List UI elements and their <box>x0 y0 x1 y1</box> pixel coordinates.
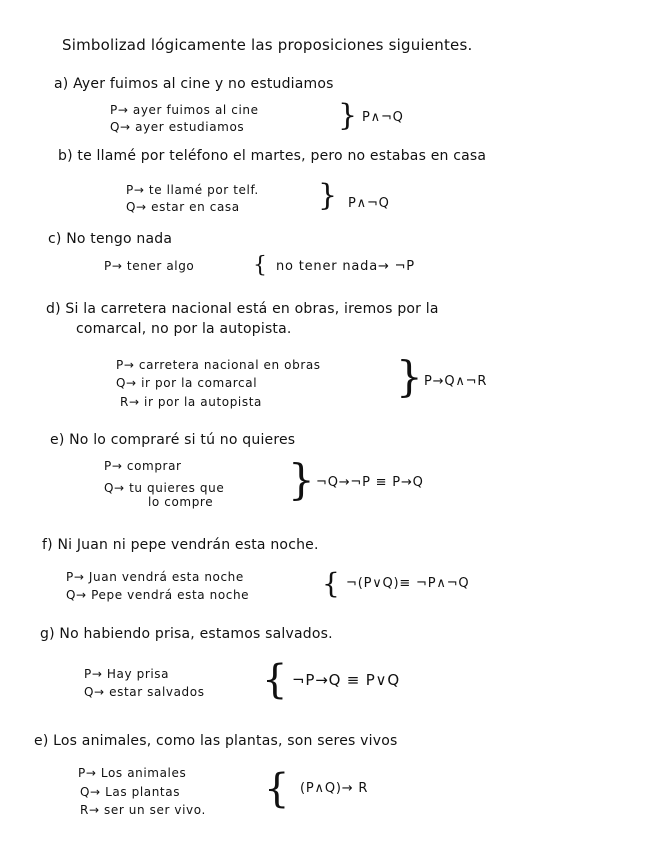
question-d-line1: d) Si la carretera nacional está en obras, iremos por la <box>46 301 439 317</box>
definition-b-p: P→ te llamé por telf. <box>126 183 259 197</box>
definition-h-q: Q→ Las plantas <box>80 785 181 799</box>
result-a: P∧¬Q <box>362 110 404 125</box>
definition-e-p: P→ comprar <box>104 459 182 473</box>
definition-b-q: Q→ estar en casa <box>126 200 240 214</box>
question-h: e) Los animales, como las plantas, son seres vivos <box>34 733 398 749</box>
result-e: ¬Q→¬P ≡ P→Q <box>316 475 424 490</box>
question-c: c) No tengo nada <box>48 231 173 247</box>
brace: { <box>322 567 340 600</box>
question-d-line2: comarcal, no por la autopista. <box>76 321 292 337</box>
result-b: P∧¬Q <box>348 196 390 211</box>
definition-a-p: P→ ayer fuimos al cine <box>110 103 259 117</box>
brace: } <box>338 98 358 133</box>
brace: { <box>253 253 267 278</box>
brace: } <box>396 352 423 401</box>
definition-g-q: Q→ estar salvados <box>84 685 205 699</box>
definition-c-p: P→ tener algo <box>104 259 195 273</box>
definition-f-p: P→ Juan vendrá esta noche <box>66 570 244 584</box>
definition-a-q: Q→ ayer estudiamos <box>110 120 245 134</box>
question-a: a) Ayer fuimos al cine y no estudiamos <box>54 76 334 92</box>
definition-d-r: R→ ir por la autopista <box>120 395 262 409</box>
brace: { <box>264 766 290 812</box>
result-c: no tener nada→ ¬P <box>276 259 415 274</box>
definition-d-p: P→ carretera nacional en obras <box>116 358 321 372</box>
definition-e-q-cont: lo compre <box>148 495 214 509</box>
result-h: (P∧Q)→ R <box>300 781 369 796</box>
definition-g-p: P→ Hay prisa <box>84 667 170 681</box>
page-title: Simbolizad lógicamente las proposiciones siguientes. <box>62 36 473 54</box>
question-f: f) Ni Juan ni pepe vendrán esta noche. <box>42 537 319 553</box>
result-g: ¬P→Q ≡ P∨Q <box>292 671 400 689</box>
question-b: b) te llamé por teléfono el martes, pero no estabas en casa <box>58 148 487 164</box>
definition-h-p: P→ Los animales <box>78 766 187 780</box>
question-g: g) No habiendo prisa, estamos salvados. <box>40 626 333 642</box>
result-d: P→Q∧¬R <box>424 374 488 389</box>
definition-d-q: Q→ ir por la comarcal <box>116 376 258 390</box>
result-f: ¬(P∨Q)≡ ¬P∧¬Q <box>346 576 470 591</box>
definition-e-q: Q→ tu quieres que <box>104 481 225 495</box>
definition-f-q: Q→ Pepe vendrá esta noche <box>66 588 250 602</box>
brace: } <box>318 178 338 213</box>
brace: { <box>262 657 288 703</box>
brace: } <box>288 455 315 504</box>
definition-h-r: R→ ser un ser vivo. <box>80 803 206 817</box>
question-e: e) No lo compraré si tú no quieres <box>50 432 296 448</box>
